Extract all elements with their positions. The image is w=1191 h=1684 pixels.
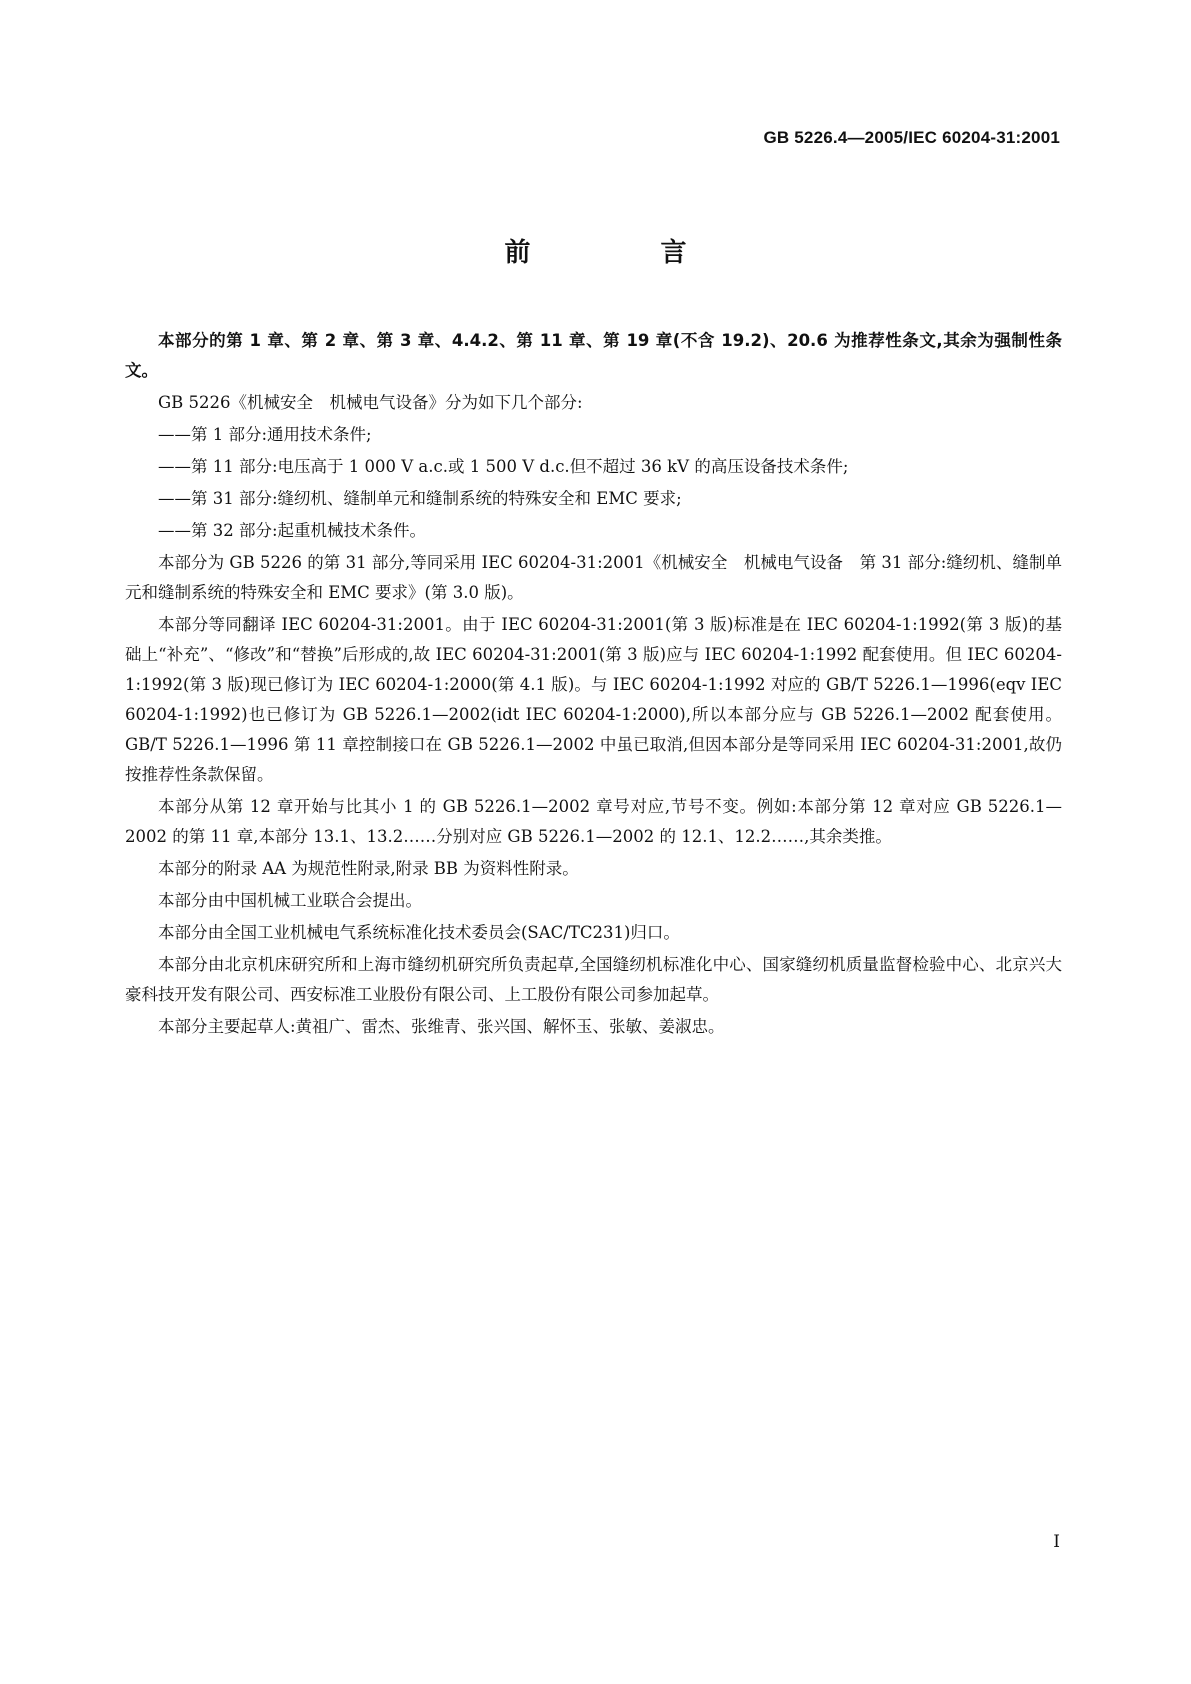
paragraph-drafting-organizations: 本部分由北京机床研究所和上海市缝纫机研究所负责起草,全国缝纫机标准化中心、国家缝纫机质量监督检验中心、北京兴大豪科技开发有限公司、西安标准工业股份有限公司、上工股份有限公司参加起草。 xyxy=(125,955,1062,1004)
paragraph-annexes: 本部分的附录 AA 为规范性附录,附录 BB 为资料性附录。 xyxy=(158,859,579,878)
paragraph-chapter-mapping: 本部分从第 12 章开始与比其小 1 的 GB 5226.1—2002 章号对应,节号不变。例如:本部分第 12 章对应 GB 5226.1—2002 的第 11 章,本部分 13.1、13.2……分别对应 GB 5226.1—2002 的 12.1、12.2……,其余类推。 xyxy=(125,797,1062,846)
paragraph-recommended-clauses: 本部分的第 1 章、第 2 章、第 3 章、4.4.2、第 11 章、第 19 章(不含 19.2)、20.6 为推荐性条文,其余为强制性条文。 xyxy=(125,331,1062,380)
list-item-part-11: ——第 11 部分:电压高于 1 000 V a.c.或 1 500 V d.c.但不超过 36 kV 的高压设备技术条件; xyxy=(158,457,849,476)
page-number: I xyxy=(1053,1532,1060,1552)
list-item-part-1: ——第 1 部分:通用技术条件; xyxy=(158,425,372,444)
paragraph-equivalence: 本部分为 GB 5226 的第 31 部分,等同采用 IEC 60204-31:2001《机械安全 机械电气设备 第 31 部分:缝纫机、缝制单元和缝制系统的特殊安全和 EMC 要求》(第 3.0 版)。 xyxy=(125,553,1062,602)
paragraph-translation-background: 本部分等同翻译 IEC 60204-31:2001。由于 IEC 60204-31:2001(第 3 版)标准是在 IEC 60204-1:1992(第 3 版)的基础上“补充”、“修改”和“替换”后形成的,故 IEC 60204-31:2001(第 3 版)应与 IEC 60204-1:1992 配套使用。但 IEC 60204-1:1992(第 3 版)现已修订为 IEC 60204-1:2000(第 4.1 版)。与 IEC 60204-1:1992 对应的 GB/T 5226.1—1996(eqv IEC 60204-1:1992)也已修订为 GB 5226.1—2002(idt IEC 60204-1:2000),所以本部分应与 GB 5226.1—2002 配套使用。GB/T 5226.1—1996 第 11 章控制接口在 GB 5226.1—2002 中虽已取消,但因本部分是等同采用 IEC 60204-31:2001,故仍按推荐性条款保留。 xyxy=(125,615,1062,784)
standard-number-header: GB 5226.4—2005/IEC 60204-31:2001 xyxy=(763,128,1060,147)
paragraph-managed-by: 本部分由全国工业机械电气系统标准化技术委员会(SAC/TC231)归口。 xyxy=(158,923,680,942)
paragraph-parts-intro: GB 5226《机械安全 机械电气设备》分为如下几个部分: xyxy=(158,393,583,412)
paragraph-proposed-by: 本部分由中国机械工业联合会提出。 xyxy=(158,891,422,910)
list-item-part-31: ——第 31 部分:缝纫机、缝制单元和缝制系统的特殊安全和 EMC 要求; xyxy=(158,489,682,508)
list-item-part-32: ——第 32 部分:起重机械技术条件。 xyxy=(158,521,427,540)
paragraph-drafters: 本部分主要起草人:黄祖广、雷杰、张维青、张兴国、解怀玉、张敏、姜淑忠。 xyxy=(158,1017,725,1036)
preface-body xyxy=(125,326,1062,1044)
page-title: 前 言 xyxy=(504,238,739,268)
